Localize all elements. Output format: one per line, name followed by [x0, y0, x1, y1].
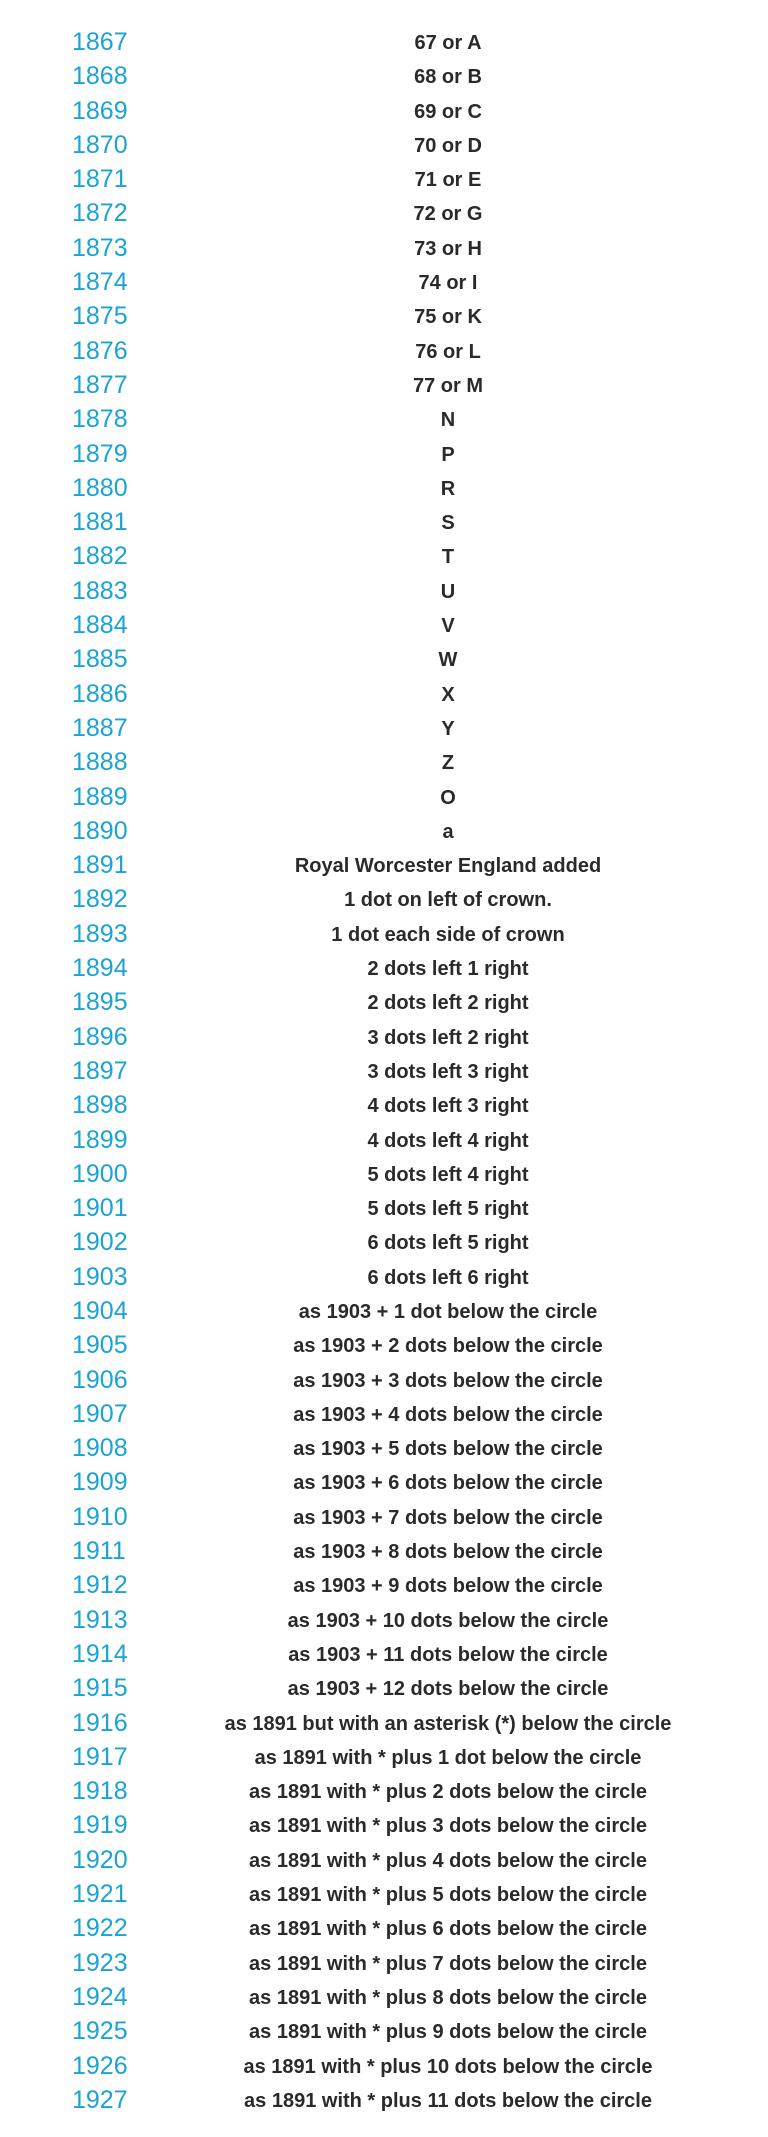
year-cell: 1878 — [72, 405, 128, 434]
year-cell: 1927 — [72, 2085, 128, 2114]
mark-cell: as 1891 with * plus 1 dot below the circle — [254, 1746, 642, 1769]
table-row — [0, 1125, 768, 1159]
year-cell: 1917 — [72, 1742, 128, 1771]
year-cell: 1901 — [72, 1194, 128, 1223]
year-cell: 1873 — [72, 233, 128, 262]
table-row — [0, 1639, 768, 1673]
table-row — [0, 2016, 768, 2050]
year-cell: 1911 — [72, 1537, 126, 1566]
table-row — [0, 61, 768, 95]
table-row — [0, 1159, 768, 1193]
table-row — [0, 1227, 768, 1261]
table-row — [0, 1365, 768, 1399]
year-cell: 1907 — [72, 1399, 128, 1428]
mark-cell: 2 dots left 2 right — [367, 992, 529, 1015]
mark-cell: as 1891 with * plus 6 dots below the circle — [249, 1918, 647, 1941]
mark-cell: as 1903 + 8 dots below the circle — [293, 1541, 603, 1564]
mark-cell: 76 or L — [415, 340, 481, 363]
table-row — [0, 1467, 768, 1501]
table-row — [0, 1433, 768, 1467]
year-cell: 1922 — [72, 1914, 128, 1943]
year-cell: 1902 — [72, 1228, 128, 1257]
year-cell: 1900 — [72, 1159, 128, 1188]
year-cell: 1872 — [72, 199, 128, 228]
mark-cell: 75 or K — [414, 306, 482, 329]
table-row — [0, 1502, 768, 1536]
year-cell: 1868 — [72, 62, 128, 91]
table-row — [0, 576, 768, 610]
table-row — [0, 1330, 768, 1364]
mark-cell: as 1891 with * plus 5 dots below the circle — [249, 1884, 647, 1907]
table-row — [0, 1673, 768, 1707]
year-cell: 1867 — [72, 28, 128, 56]
mark-cell: as 1903 + 12 dots below the circle — [287, 1678, 609, 1701]
table-row — [0, 267, 768, 301]
mark-cell: Royal Worcester England added — [294, 855, 602, 878]
year-cell: 1903 — [72, 1262, 128, 1291]
year-cell: 1897 — [72, 1056, 128, 1085]
year-cell: 1924 — [72, 1982, 128, 2011]
mark-cell: 6 dots left 5 right — [367, 1232, 529, 1255]
mark-cell: 5 dots left 5 right — [367, 1198, 529, 1221]
table-row — [0, 473, 768, 507]
mark-cell: as 1903 + 4 dots below the circle — [293, 1403, 603, 1426]
mark-cell: 3 dots left 2 right — [367, 1026, 529, 1049]
table-row — [0, 1570, 768, 1604]
table-row — [0, 1913, 768, 1947]
mark-cell: 1 dot on left of crown. — [344, 889, 552, 912]
mark-cell: V — [441, 615, 455, 638]
mark-cell: as 1903 + 7 dots below the circle — [293, 1506, 603, 1529]
table-row — [0, 336, 768, 370]
table-row — [0, 1262, 768, 1296]
table-row — [0, 850, 768, 884]
year-cell: 1893 — [72, 919, 128, 948]
year-cell: 1874 — [72, 268, 128, 297]
year-cell: 1884 — [72, 611, 128, 640]
mark-cell: as 1891 with * plus 2 dots below the circle — [249, 1781, 647, 1804]
year-cell: 1877 — [72, 370, 128, 399]
table-row — [0, 2085, 768, 2119]
year-cell: 1876 — [72, 336, 128, 365]
year-cell: 1912 — [72, 1571, 128, 1600]
year-cell: 1890 — [72, 816, 128, 845]
table-row — [0, 1296, 768, 1330]
mark-cell: as 1903 + 6 dots below the circle — [293, 1472, 603, 1495]
year-cell: 1875 — [72, 302, 128, 331]
table-row — [0, 610, 768, 644]
mark-cell: 3 dots left 3 right — [367, 1060, 529, 1083]
year-cell: 1919 — [72, 1811, 128, 1840]
mark-cell: as 1903 + 11 dots below the circle — [288, 1643, 608, 1666]
year-cell: 1894 — [72, 954, 128, 983]
year-cell: 1888 — [72, 748, 128, 777]
table-row — [0, 1948, 768, 1982]
mark-cell: as 1903 + 10 dots below the circle — [287, 1609, 609, 1632]
mark-cell: 69 or C — [414, 100, 482, 123]
table-row — [0, 953, 768, 987]
year-cell: 1871 — [72, 165, 128, 194]
mark-cell: as 1891 with * plus 4 dots below the circle — [249, 1849, 647, 1872]
year-cell: 1879 — [72, 439, 128, 468]
mark-cell: 6 dots left 6 right — [367, 1266, 529, 1289]
year-cell: 1908 — [72, 1434, 128, 1463]
mark-cell: 1 dot each side of crown — [331, 923, 565, 946]
year-cell: 1926 — [72, 2051, 128, 2080]
mark-cell: P — [441, 443, 455, 466]
mark-cell: as 1903 + 9 dots below the circle — [293, 1575, 603, 1598]
year-cell: 1909 — [72, 1468, 128, 1497]
table-row — [0, 816, 768, 850]
table-row — [0, 1810, 768, 1844]
mark-cell: U — [440, 580, 456, 603]
table-row — [0, 1056, 768, 1090]
mark-cell: 71 or E — [414, 169, 482, 192]
year-cell: 1910 — [72, 1502, 128, 1531]
mark-cell: 70 or D — [414, 134, 482, 157]
year-cell: 1921 — [72, 1880, 128, 1909]
mark-cell: S — [441, 512, 455, 535]
mark-cell: as 1891 with * plus 7 dots below the circle — [249, 1952, 647, 1975]
mark-cell: 5 dots left 4 right — [367, 1163, 529, 1186]
table-row — [0, 404, 768, 438]
table-row — [0, 1399, 768, 1433]
year-cell: 1895 — [72, 988, 128, 1017]
mark-cell: 77 or M — [412, 374, 484, 397]
year-cell: 1883 — [72, 576, 128, 605]
year-cell: 1923 — [72, 1948, 128, 1977]
table-row — [0, 1536, 768, 1570]
date-mark-table — [0, 27, 768, 2119]
year-cell: 1869 — [72, 96, 128, 125]
mark-cell: as 1903 + 3 dots below the circle — [293, 1369, 603, 1392]
table-row — [0, 987, 768, 1021]
mark-cell: as 1903 + 2 dots below the circle — [293, 1335, 603, 1358]
year-cell: 1918 — [72, 1777, 128, 1806]
mark-cell: 68 or B — [414, 66, 482, 89]
table-row — [0, 1193, 768, 1227]
table-row — [0, 541, 768, 575]
year-cell: 1886 — [72, 679, 128, 708]
mark-cell: O — [440, 786, 456, 809]
mark-cell: 67 or A — [414, 32, 482, 54]
table-row — [0, 1605, 768, 1639]
mark-cell: as 1903 + 1 dot below the circle — [298, 1300, 598, 1323]
year-cell: 1920 — [72, 1845, 128, 1874]
year-cell: 1906 — [72, 1365, 128, 1394]
table-row — [0, 919, 768, 953]
mark-cell: as 1903 + 5 dots below the circle — [293, 1438, 603, 1461]
table-row — [0, 1742, 768, 1776]
mark-cell: 73 or H — [414, 237, 482, 260]
year-cell: 1898 — [72, 1091, 128, 1120]
table-row — [0, 1982, 768, 2016]
year-cell: 1885 — [72, 645, 128, 674]
year-cell: 1892 — [72, 885, 128, 914]
table-row — [0, 164, 768, 198]
table-row — [0, 1845, 768, 1879]
year-cell: 1891 — [72, 851, 128, 880]
mark-cell: 2 dots left 1 right — [367, 958, 529, 981]
mark-cell: R — [440, 477, 456, 500]
year-cell: 1887 — [72, 713, 128, 742]
table-row — [0, 96, 768, 130]
table-row — [0, 679, 768, 713]
table-row — [0, 301, 768, 335]
mark-cell: Y — [441, 717, 455, 740]
table-row — [0, 1022, 768, 1056]
mark-cell: 74 or I — [418, 272, 478, 295]
year-cell: 1880 — [72, 473, 128, 502]
table-row — [0, 507, 768, 541]
mark-cell: as 1891 with * plus 3 dots below the circle — [249, 1815, 647, 1838]
table-row — [0, 713, 768, 747]
mark-cell: as 1891 with * plus 9 dots below the circle — [249, 2021, 647, 2044]
mark-cell: as 1891 but with an asterisk (*) below the circle — [224, 1712, 672, 1735]
table-row — [0, 747, 768, 781]
mark-cell: 4 dots left 3 right — [367, 1095, 529, 1118]
year-cell: 1889 — [72, 782, 128, 811]
table-row — [0, 370, 768, 404]
mark-cell: X — [441, 683, 455, 706]
year-cell: 1915 — [72, 1674, 128, 1703]
mark-cell: a — [442, 820, 454, 843]
table-row — [0, 1879, 768, 1913]
year-cell: 1905 — [72, 1331, 128, 1360]
table-row — [0, 1090, 768, 1124]
mark-cell: Z — [441, 752, 455, 775]
mark-cell: 72 or G — [413, 203, 483, 226]
year-cell: 1904 — [72, 1296, 128, 1325]
mark-cell: 4 dots left 4 right — [367, 1129, 529, 1152]
table-row — [0, 884, 768, 918]
mark-cell: N — [440, 409, 456, 432]
mark-cell: as 1891 with * plus 8 dots below the circle — [249, 1986, 647, 2009]
year-cell: 1925 — [72, 2017, 128, 2046]
table-row — [0, 439, 768, 473]
year-cell: 1913 — [72, 1605, 128, 1634]
table-row — [0, 198, 768, 232]
table-row — [0, 1708, 768, 1742]
year-cell: 1881 — [72, 508, 128, 537]
table-row — [0, 233, 768, 267]
mark-cell: as 1891 with * plus 11 dots below the circle — [244, 2089, 652, 2112]
year-cell: 1882 — [72, 542, 128, 571]
table-row — [0, 782, 768, 816]
mark-cell: T — [441, 546, 455, 569]
table-row — [0, 644, 768, 678]
year-cell: 1916 — [72, 1708, 128, 1737]
year-cell: 1914 — [72, 1639, 128, 1668]
year-cell: 1899 — [72, 1125, 128, 1154]
table-row — [0, 2051, 768, 2085]
year-cell: 1870 — [72, 130, 128, 159]
mark-cell: as 1891 with * plus 10 dots below the circle — [243, 2055, 653, 2078]
table-row — [0, 130, 768, 164]
year-cell: 1896 — [72, 1022, 128, 1051]
table-row — [0, 27, 768, 61]
table-row — [0, 1776, 768, 1810]
mark-cell: W — [438, 649, 458, 672]
